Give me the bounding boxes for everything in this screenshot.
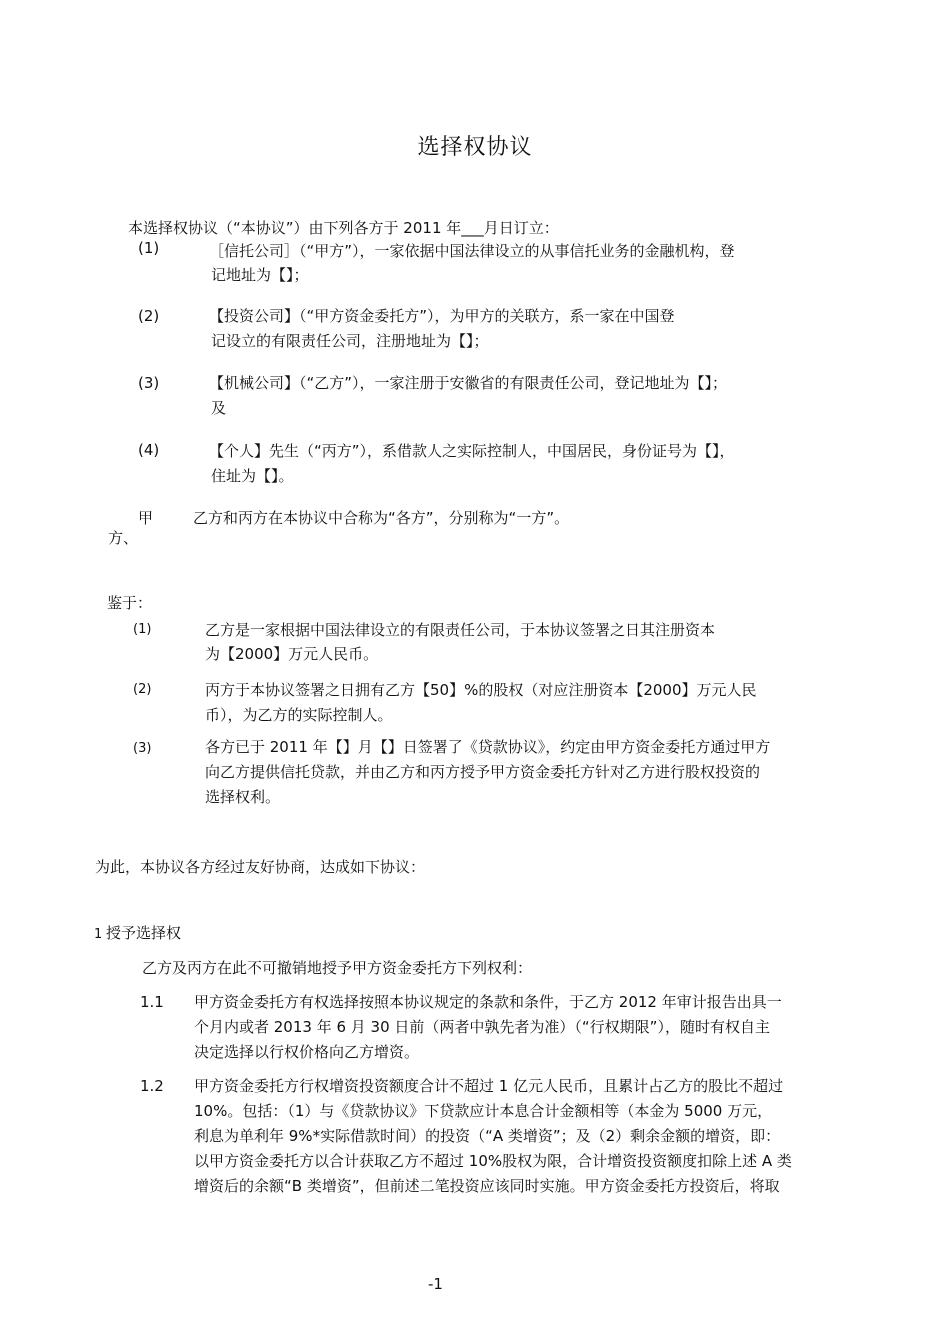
whereas-3-line1: 各方已于 2011 年【】月【】日签署了《贷款协议》，约定由甲方资金委托方通过甲方 [205, 738, 771, 756]
intro-text: 本选择权协议（“本协议”）由下列各方于 2011 年___月日订立： [128, 219, 559, 237]
whereas-1-line1: 乙方是一家根据中国法律设立的有限责任公司，于本协议签署之日其注册资本 [205, 621, 716, 639]
whereas-1-line2: 为【2000】万元人民币。 [205, 645, 379, 663]
section-1-intro: 乙方及丙方在此不可撤销地授予甲方资金委托方下列权利： [142, 959, 533, 977]
party-3-line1: 【机械公司】（“乙方”），一家注册于安徽省的有限责任公司，登记地址为【】； [209, 374, 728, 392]
clause-1-1-line1: 甲方资金委托方有权选择按照本协议规定的条款和条件，于乙方 2012 年审计报告出具一 [194, 993, 782, 1011]
document-title: 选择权协议 [417, 135, 533, 160]
agreement-intro: 为此，本协议各方经过友好协商，达成如下协议： [95, 858, 426, 876]
clause-1-2-line4: 以甲方资金委托方以合计获取乙方不超过 10%股权为限，合计增资投资额度扣除上述 A 类 [194, 1152, 792, 1170]
party-1-number: (1) [138, 239, 160, 257]
clause-1-2-line3: 利息为单利年 9%*实际借款时间）的投资（“A 类增资”；及（2）剩余金额的增资，即： [194, 1127, 781, 1145]
party-1-line2: 记地址为【】； [211, 266, 309, 284]
party-2-line1: 【投资公司】（“甲方资金委托方”），为甲方的关联方，系一家在中国登 [209, 307, 675, 325]
party-3-line2: 及 [211, 399, 227, 417]
party-4-line1: 【个人】先生（“丙方”），系借款人之实际控制人，中国居民，身份证号为【】， [209, 442, 735, 460]
party-2-line2: 记设立的有限责任公司，注册地址为【】； [211, 332, 489, 350]
clause-1-2-line2: 10%。包括：（1）与《贷款协议》下贷款应计本息合计金额相等（本金为 5000 万元， [194, 1102, 773, 1120]
party-4-line2: 住址为【】。 [211, 467, 294, 485]
clause-1-1-line2: 个月内或者 2013 年 6 月 30 日前（两者中孰先者为准）（“行权期限”），随时有权自主 [194, 1018, 770, 1036]
whereas-2-line2: 币），为乙方的实际控制人。 [205, 706, 393, 724]
clause-1-1-number: 1.1 [140, 993, 164, 1011]
collective-label-b: 方、 [108, 529, 139, 547]
whereas-label: 鉴于： [107, 594, 153, 612]
section-1-number: 1 [94, 927, 103, 942]
clause-1-2-line1: 甲方资金委托方行权增资投资额度合计不超过 1 亿元人民币，且累计占乙方的股比不超过 [194, 1077, 784, 1095]
clause-1-1-line3: 决定选择以行权价格向乙方增资。 [194, 1043, 420, 1061]
party-1-line1: ［信托公司］（“甲方”），一家依据中国法律设立的从事信托业务的金融机构，登 [209, 242, 735, 260]
collective-label-a: 甲 [138, 509, 154, 527]
whereas-2-number: (2) [133, 682, 152, 697]
whereas-3-number: (3) [133, 741, 152, 756]
clause-1-2-line5: 增资后的余额“B 类增资”，但前述二笔投资应该同时实施。甲方资金委托方投资后，将取 [194, 1177, 780, 1195]
collective-text: 乙方和丙方在本协议中合称为“各方”，分别称为“一方”。 [193, 509, 570, 527]
whereas-3-line3: 选择权利。 [205, 788, 281, 806]
whereas-1-number: (1) [133, 622, 152, 637]
clause-1-2-number: 1.2 [140, 1077, 164, 1095]
party-4-number: (4) [138, 441, 160, 459]
party-2-number: (2) [138, 307, 160, 325]
whereas-2-line1: 丙方于本协议签署之日拥有乙方【50】%的股权（对应注册资本【2000】万元人民 [205, 681, 757, 699]
page-number: -1 [428, 1275, 443, 1293]
section-1-title: 授予选择权 [106, 924, 182, 942]
whereas-3-line2: 向乙方提供信托贷款，并由乙方和丙方授予甲方资金委托方针对乙方进行股权投资的 [205, 763, 761, 781]
party-3-number: (3) [138, 374, 160, 392]
